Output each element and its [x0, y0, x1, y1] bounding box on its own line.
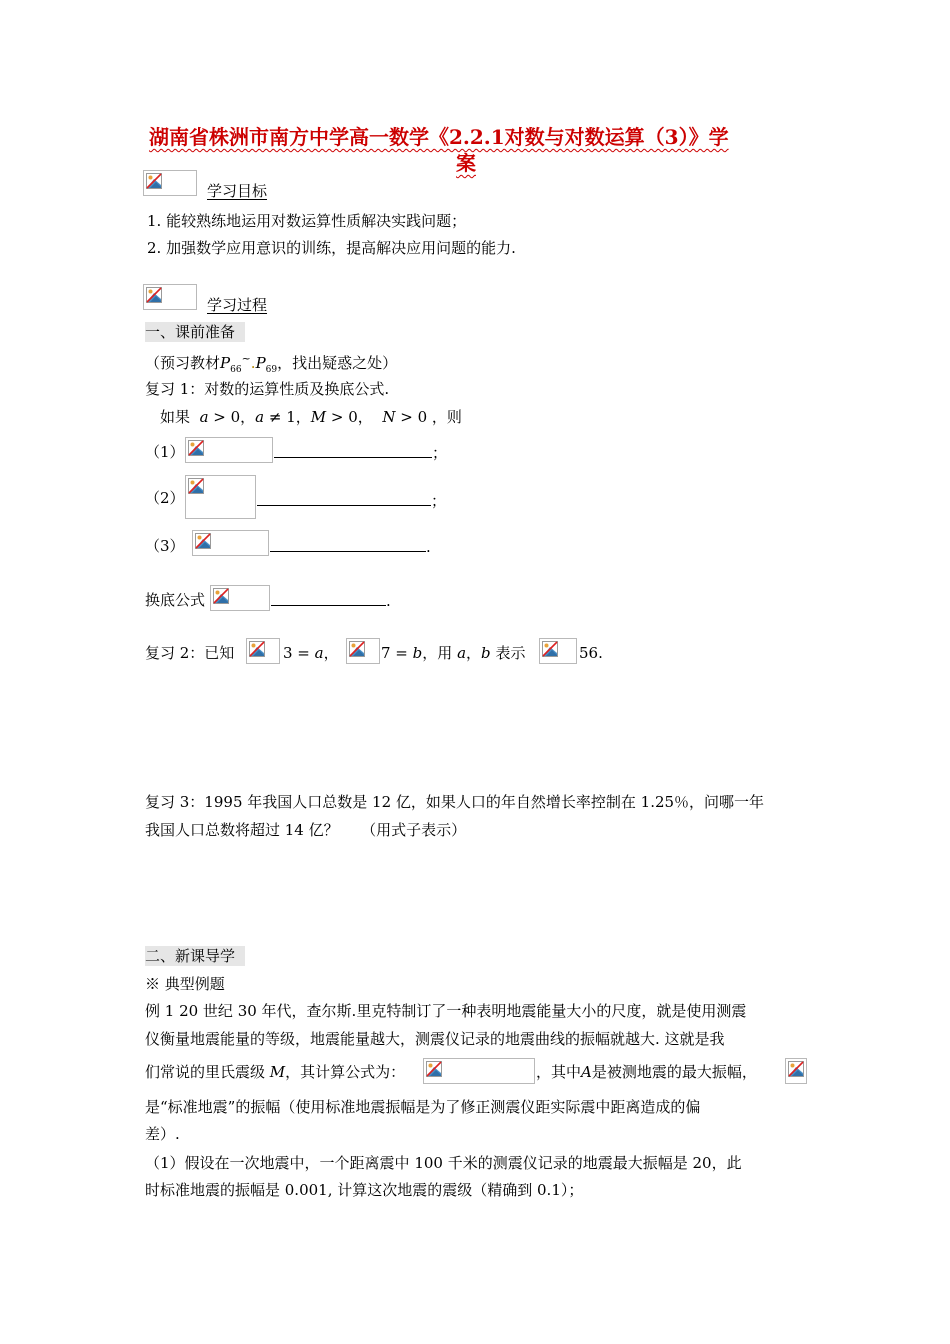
- ex1-var-M: M: [269, 1063, 286, 1081]
- item3-formula-image: [192, 530, 269, 556]
- objectives-image-placeholder: [143, 170, 197, 196]
- item3-answer-line[interactable]: [270, 536, 426, 552]
- change-base-formula-image: [210, 585, 270, 611]
- item2-semicolon: ；: [431, 492, 447, 510]
- broken-image-icon: [195, 533, 211, 549]
- item2-answer-line[interactable]: [257, 490, 431, 506]
- question1-line1: （1）假设在一次地震中，一个距离震中 100 千米的测震仪记录的地震最大振幅是 20，此: [145, 1154, 742, 1172]
- review2-eq1: 3 =: [283, 644, 310, 662]
- condition-var-M: M: [310, 408, 327, 426]
- condition-var-a: a: [199, 408, 209, 426]
- document-title-line2: 案: [456, 151, 476, 175]
- condition-M-positive: > 0，: [326, 408, 373, 426]
- review2-use-a: a: [457, 644, 467, 662]
- item2-formula-image: [185, 475, 256, 519]
- review2-eq2: 7 =: [381, 644, 408, 662]
- review3-line2: 我国人口总数将超过 14 亿？ （用式子表示）: [145, 821, 467, 839]
- objective-item-2: 2. 加强数学应用意识的训练，提高解决应用问题的能力.: [147, 239, 516, 257]
- broken-image-icon: [213, 588, 229, 604]
- review2-comma1: ，: [323, 644, 339, 662]
- item3-blank: [270, 536, 431, 557]
- review2-comma2: ，: [466, 644, 482, 662]
- preview-end-text: ，找出疑惑之处）: [277, 354, 398, 372]
- change-base-answer-line[interactable]: [271, 590, 386, 606]
- change-base-blank: [271, 590, 391, 611]
- section2-heading-text: 二、新课导学: [145, 947, 236, 965]
- broken-image-icon: [349, 641, 365, 657]
- process-image-placeholder: [143, 284, 197, 310]
- ex1-var-A: A: [581, 1063, 592, 1081]
- example1-line3a: [145, 1062, 405, 1082]
- item1-answer-line[interactable]: [274, 442, 432, 458]
- item1-formula-image: [185, 437, 273, 463]
- review2-log-image-1: [246, 638, 280, 664]
- objective-item-1: 1. 能较熟练地运用对数运算性质解决实践问题；: [147, 212, 467, 230]
- review2-expr1: [283, 643, 339, 663]
- change-base-label: 换底公式: [145, 591, 206, 609]
- section1-heading: [145, 322, 245, 342]
- item3-period: .: [426, 538, 431, 556]
- ex1-richter-text: 们常说的里氏震级: [145, 1063, 266, 1081]
- preview-instructions: （预习教材$P_{66}^\sim.P_{69}$，找出疑惑之处）: [145, 352, 398, 375]
- item1-semicolon: ；: [432, 444, 448, 462]
- review2-use-b: b: [481, 644, 491, 662]
- condition-a-not-one: ≠ 1，: [264, 408, 311, 426]
- standard-amplitude-image: [785, 1058, 807, 1084]
- condition-prefix: 如果: [160, 408, 191, 426]
- example1-line3b: [536, 1062, 757, 1082]
- page-range-tilde: ~: [241, 352, 251, 365]
- item1-blank: [274, 442, 447, 463]
- review2-end: 56.: [579, 644, 603, 662]
- item2-blank: [257, 490, 446, 511]
- broken-image-icon: [188, 440, 204, 456]
- broken-image-icon: [542, 641, 558, 657]
- page-end-number: 69: [265, 365, 278, 375]
- section2-heading: [145, 946, 245, 966]
- review3-line1: 复习 3：1995 年我国人口总数是 12 亿，如果人口的年自然增长率控制在 1.25％，问哪一年: [145, 793, 765, 811]
- review2-expr2: [381, 643, 525, 663]
- item1-label: （1）: [145, 443, 185, 461]
- preview-text: （预习教材: [145, 354, 221, 372]
- item2-label: （2）: [145, 489, 185, 507]
- condition-var-N: N: [382, 408, 396, 426]
- process-heading: 学习过程: [207, 296, 268, 314]
- ex1-amplitude-text: 是被测地震的最大振幅，: [591, 1063, 757, 1081]
- example1-line2: 仪衡量地震能量的等级，地震能量越大，测震仪记录的地震曲线的振幅就越大. 这就是我: [145, 1030, 725, 1048]
- broken-image-icon: [146, 173, 162, 189]
- example1-line1: 例 1 20 世纪 30 年代，查尔斯.里克特制订了一种表明地震能量大小的尺度，就是使用测震: [145, 1002, 747, 1020]
- page-start: P: [220, 354, 231, 372]
- broken-image-icon: [146, 287, 162, 303]
- change-base-period: .: [386, 592, 391, 610]
- document-title-line1: 湖南省株洲市南方中学高一数学《2.2.1对数与对数运算（3）》学: [149, 125, 729, 149]
- condition-N-positive: > 0 ，则: [395, 408, 462, 426]
- review2-log-image-2: [346, 638, 380, 664]
- review2-var-b: b: [412, 644, 423, 662]
- page-end: P: [255, 354, 266, 372]
- condition-line: [160, 407, 462, 427]
- review2-log-image-3: [539, 638, 577, 664]
- item3-label: （3）: [145, 537, 185, 555]
- review2-use: ，用: [422, 644, 453, 662]
- section1-heading-text: 一、课前准备: [145, 323, 236, 341]
- condition-var-a-2: a: [255, 408, 265, 426]
- condition-a-positive: > 0，: [208, 408, 256, 426]
- question1-line2: 时标准地震的振幅是 0.001, 计算这次地震的震级（精确到 0.1）；: [145, 1181, 584, 1199]
- broken-image-icon: [426, 1061, 442, 1077]
- review2-prefix: 复习 2：已知: [145, 644, 235, 662]
- page-start-number: 66: [230, 365, 242, 375]
- example1-line5: 差）.: [145, 1125, 180, 1143]
- broken-image-icon: [249, 641, 265, 657]
- ex1-formula-label: ，其计算公式为：: [285, 1063, 406, 1081]
- typical-examples-label: ※ 典型例题: [145, 975, 225, 993]
- example1-line4: 是“标准地震”的振幅（使用标准地震振幅是为了修正测震仪距实际震中距离造成的偏: [145, 1098, 701, 1116]
- broken-image-icon: [788, 1061, 804, 1077]
- review2-express: 表示: [495, 644, 526, 662]
- review1-text: 复习 1：对数的运算性质及换底公式.: [145, 380, 390, 398]
- objectives-heading: 学习目标: [207, 182, 268, 200]
- broken-image-icon: [188, 478, 204, 494]
- richter-formula-image: [423, 1058, 535, 1084]
- review2-var-a: a: [314, 644, 324, 662]
- ex1-where: ，其中: [536, 1063, 582, 1081]
